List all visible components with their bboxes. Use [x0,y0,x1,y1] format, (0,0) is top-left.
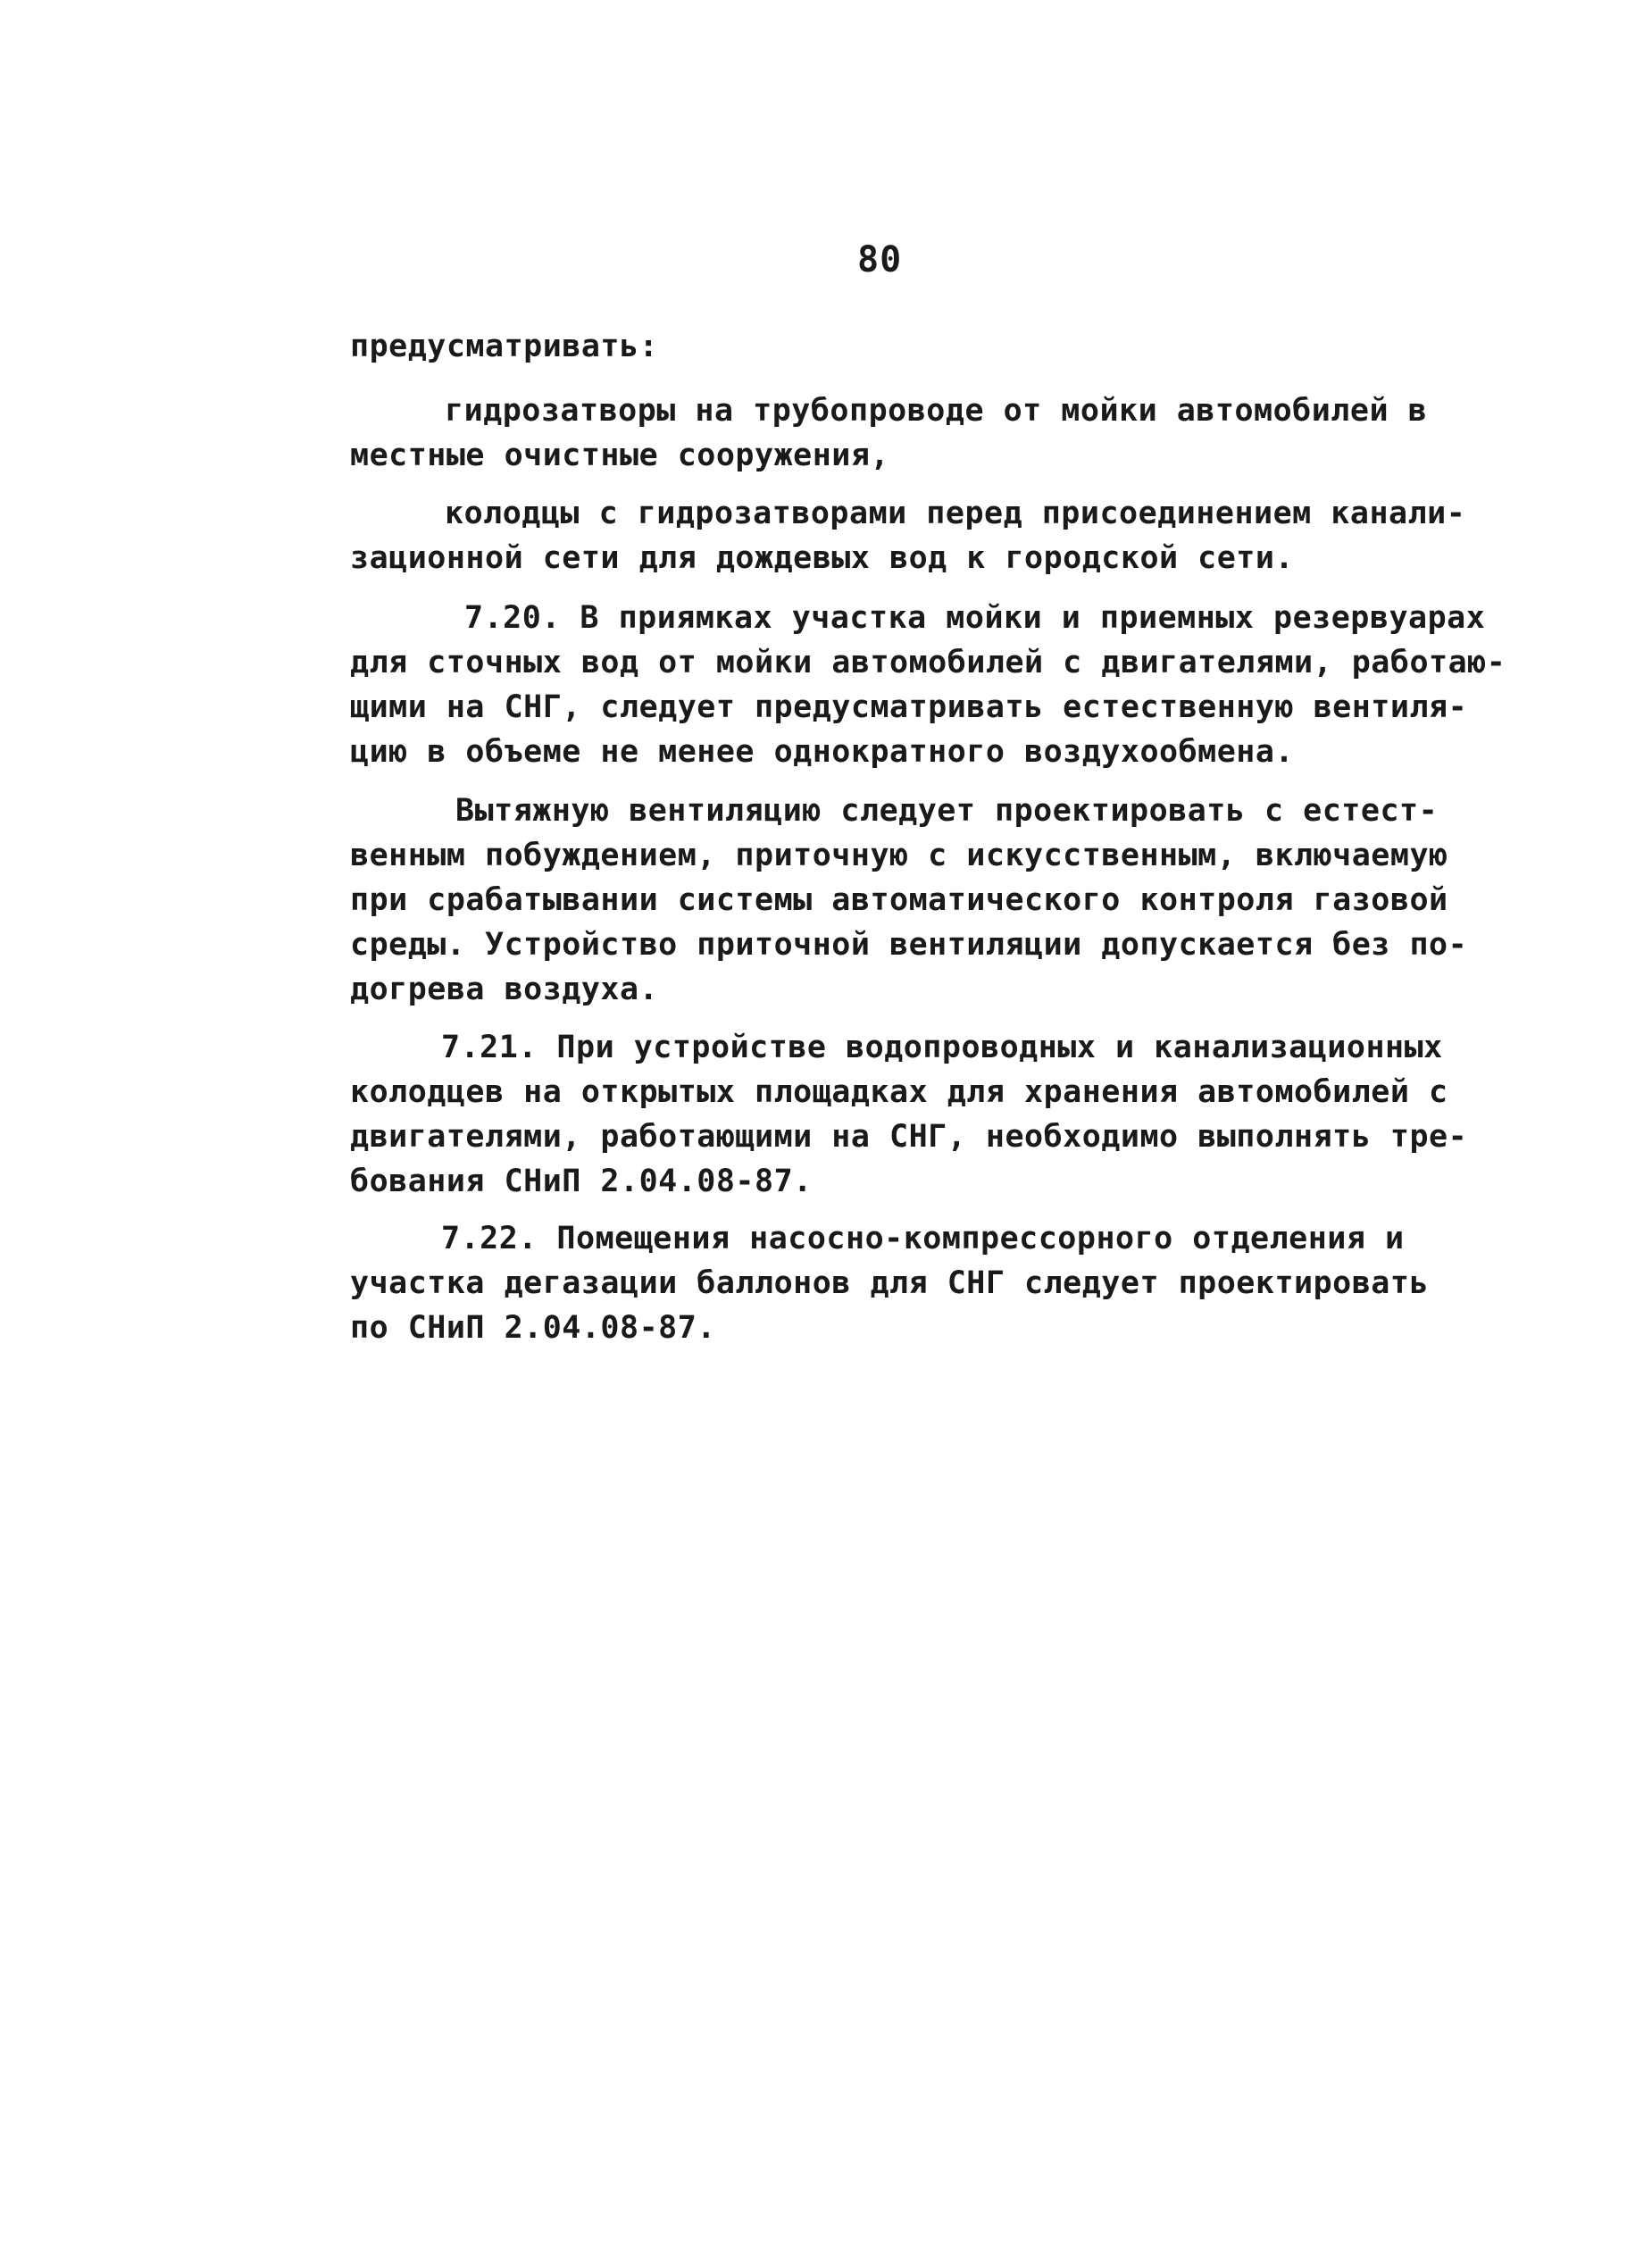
text-line: цию в объеме не менее однократного воздухообмена. [350,734,1295,770]
text-line: бования СНиП 2.04.08-87. [350,1164,813,1199]
text-line: предусматривать: [350,329,659,364]
text-line: щими на СНГ, следует предусматривать естественную вентиля- [350,689,1468,725]
page-number: 80 [857,239,903,280]
text-line: среды. Устройство приточной вентиляции допускается без по- [350,927,1468,963]
text-line: при срабатывании системы автоматического контроля газовой [350,882,1448,918]
text-line: Вытяжную вентиляцию следует проектировать с естест- [455,793,1439,829]
text-line: 7.20. В приямках участка мойки и приемных резервуарах [464,600,1486,636]
text-line: зационной сети для дождевых вод к городской сети. [350,540,1295,576]
text-line: колодцев на открытых площадках для хранения автомобилей с [350,1074,1448,1110]
text-line: по СНиП 2.04.08-87. [350,1310,716,1346]
text-line: для сточных вод от мойки автомобилей с двигателями, работаю- [350,645,1506,680]
text-line: участка дегазации баллонов для СНГ следует проектировать [350,1265,1430,1301]
text-line: местные очистные сооружения, [350,438,890,473]
text-line: венным побуждением, приточную с искусственным, включаемую [350,838,1448,873]
text-line: гидрозатворы на трубопроводе от мойки автомобилей в [445,393,1428,429]
text-line: 7.21. При устройстве водопроводных и канализационных [441,1030,1443,1065]
text-line: двигателями, работающими на СНГ, необходимо выполнять тре- [350,1119,1468,1155]
text-line: колодцы с гидрозатворами перед присоединением канали- [445,496,1466,531]
text-line: догрева воздуха. [350,972,659,1007]
text-line: 7.22. Помещения насосно-компрессорного отделения и [441,1221,1405,1256]
